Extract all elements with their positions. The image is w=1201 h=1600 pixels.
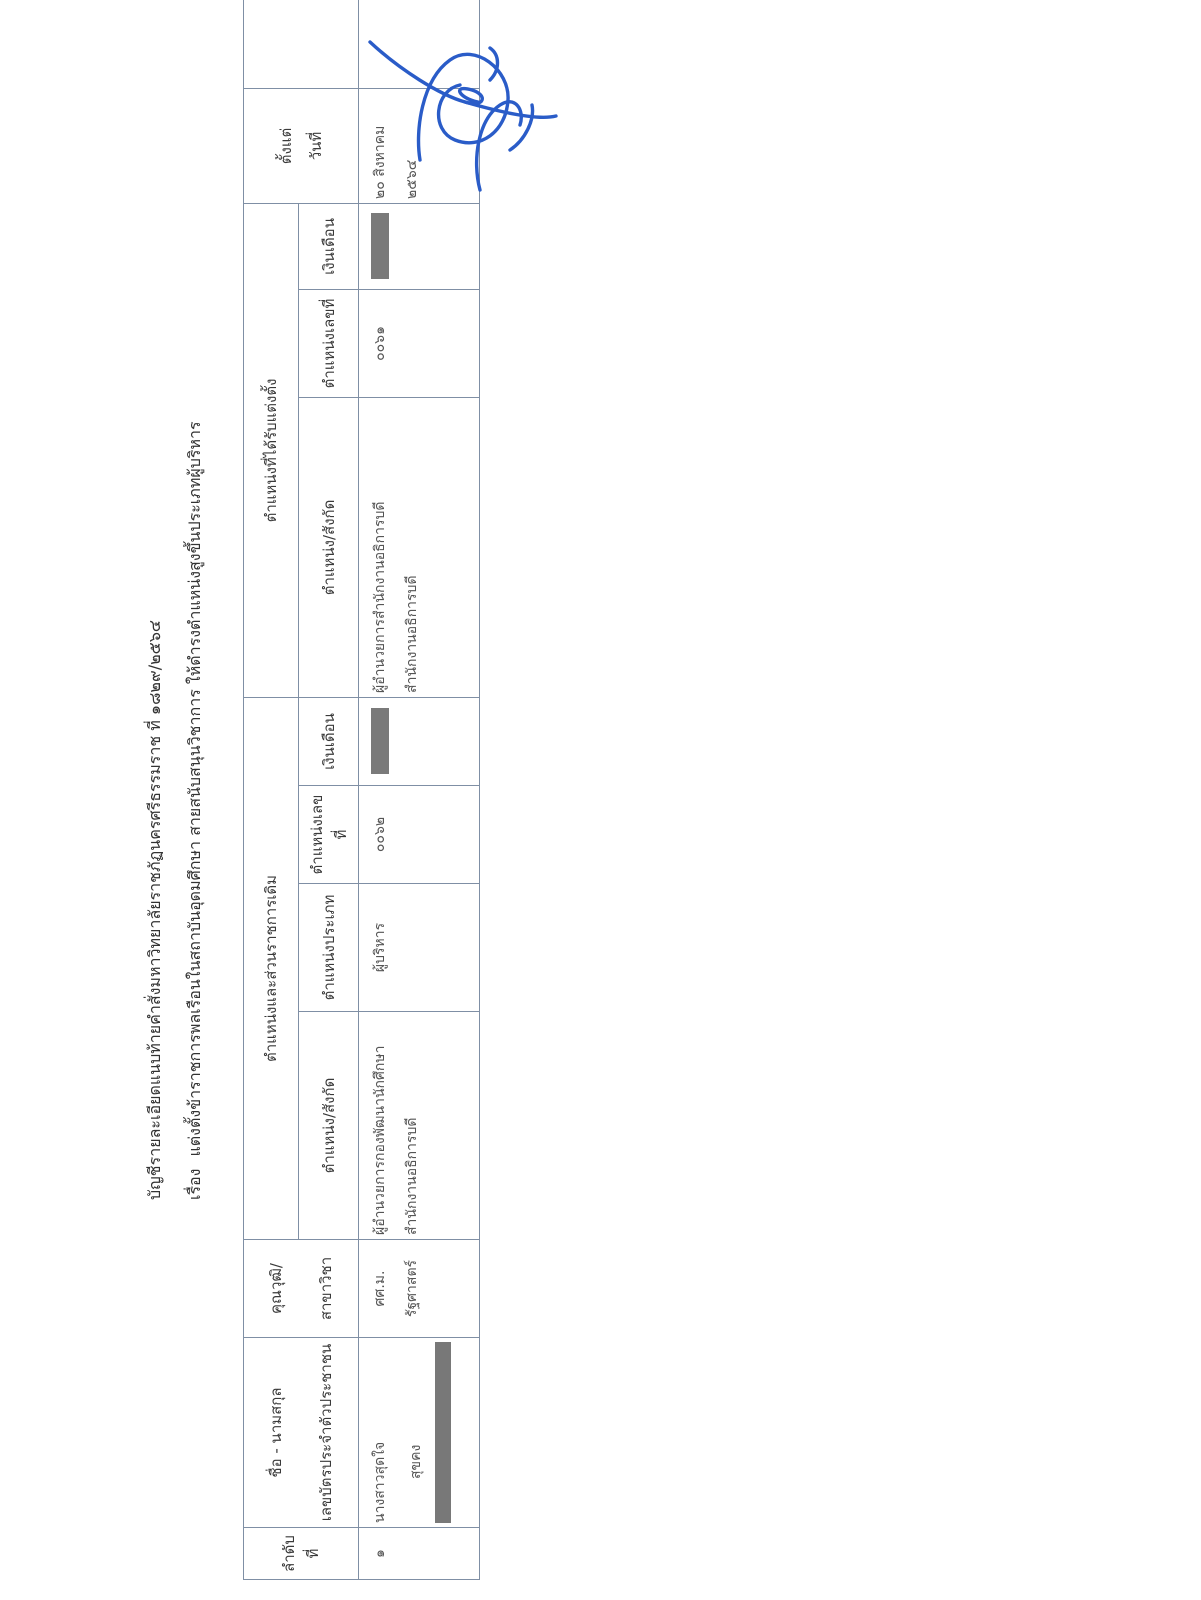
header-qualification <box>244 1240 359 1338</box>
row-no: ๑ <box>359 1528 480 1580</box>
row-new-position <box>359 397 480 697</box>
header-remark <box>244 0 359 88</box>
row-orig-salary <box>359 697 480 785</box>
header-no: ลำดับที่ <box>244 1528 359 1580</box>
row-new-position-line2: สำนักงานอธิการบดี <box>404 575 420 693</box>
table-row <box>359 0 480 1580</box>
header-orig-number: ตำแหน่งเลขที่ <box>299 786 359 884</box>
header-new-position: ตำแหน่ง/สังกัด <box>299 397 359 697</box>
header-new-salary: เงินเดือน <box>299 203 359 289</box>
row-orig-position-line2: สำนักงานอธิการบดี <box>404 1117 420 1235</box>
row-new-position-line1: ผู้อำนวยการสำนักงานอธิการบดี <box>372 501 388 693</box>
header-new-group: ตำแหน่งที่ได้รับแต่งตั้ง <box>244 203 299 697</box>
header-name <box>244 1338 359 1528</box>
row-orig-position <box>359 1012 480 1240</box>
header-since-line1: ตั้งแต่ <box>277 127 295 165</box>
redacted-salary <box>371 213 389 279</box>
header-name-line2: เลขบัตรประจำตัวประชาชน <box>317 1343 335 1522</box>
row-since-line2: ๒๕๖๔ <box>404 159 420 199</box>
header-original-group: ตำแหน่งและส่วนราชการเดิม <box>244 697 299 1239</box>
header-orig-type: ตำแหน่งประเภท <box>299 884 359 1012</box>
header-since <box>244 88 359 203</box>
row-new-number: ๐๐๖๑ <box>359 289 480 397</box>
header-orig-salary: เงินเดือน <box>299 697 359 785</box>
redacted-id-number <box>435 1342 451 1523</box>
row-since-line1: ๒๐ สิงหาคม <box>372 125 388 199</box>
row-name-first: นางสาวสุดใจ <box>372 1441 388 1523</box>
row-orig-number: ๐๐๖๒ <box>359 786 480 884</box>
row-orig-type: ผู้บริหาร <box>359 884 480 1012</box>
handwritten-signature <box>360 10 560 220</box>
row-qual-line2: รัฐศาสตร์ <box>404 1259 420 1318</box>
header-name-line1: ชื่อ - นามสกุล <box>267 1387 285 1478</box>
header-qual-line1: คุณวุฒิ/ <box>267 1263 285 1314</box>
document-subject <box>183 421 208 1200</box>
header-new-number: ตำแหน่งเลขที่ <box>299 289 359 397</box>
header-orig-position: ตำแหน่ง/สังกัด <box>299 1012 359 1240</box>
row-qualification <box>359 1240 480 1338</box>
subject-label: เรื่อง <box>185 1168 204 1200</box>
redacted-salary <box>371 708 389 774</box>
row-qual-line1: ศศ.ม. <box>372 1270 388 1307</box>
subject-text: แต่งตั้งข้าราชการพลเรือนในสถาบันอุดมศึกษา สายสนับสนุนวิชาการ ให้ดำรงตำแหน่งสูงขึ้นประเภทผู้บริหาร <box>185 421 204 1157</box>
document-title: บัญชีรายละเอียดแนบท้ายคำสั่งมหาวิทยาลัยราชภัฏนครศรีธรรมราช ที่ ๑๘๒๙/๒๕๖๔ <box>145 619 164 1200</box>
header-since-line2: วันที่ <box>307 131 325 161</box>
signature-stroke <box>465 102 556 117</box>
row-name-last: สุขคง <box>408 1444 424 1479</box>
header-qual-line2: สาขาวิชา <box>317 1256 335 1321</box>
row-orig-position-line1: ผู้อำนวยการกองพัฒนานักศึกษา <box>372 1045 388 1235</box>
appointment-table <box>243 0 480 1580</box>
row-name <box>359 1338 480 1528</box>
